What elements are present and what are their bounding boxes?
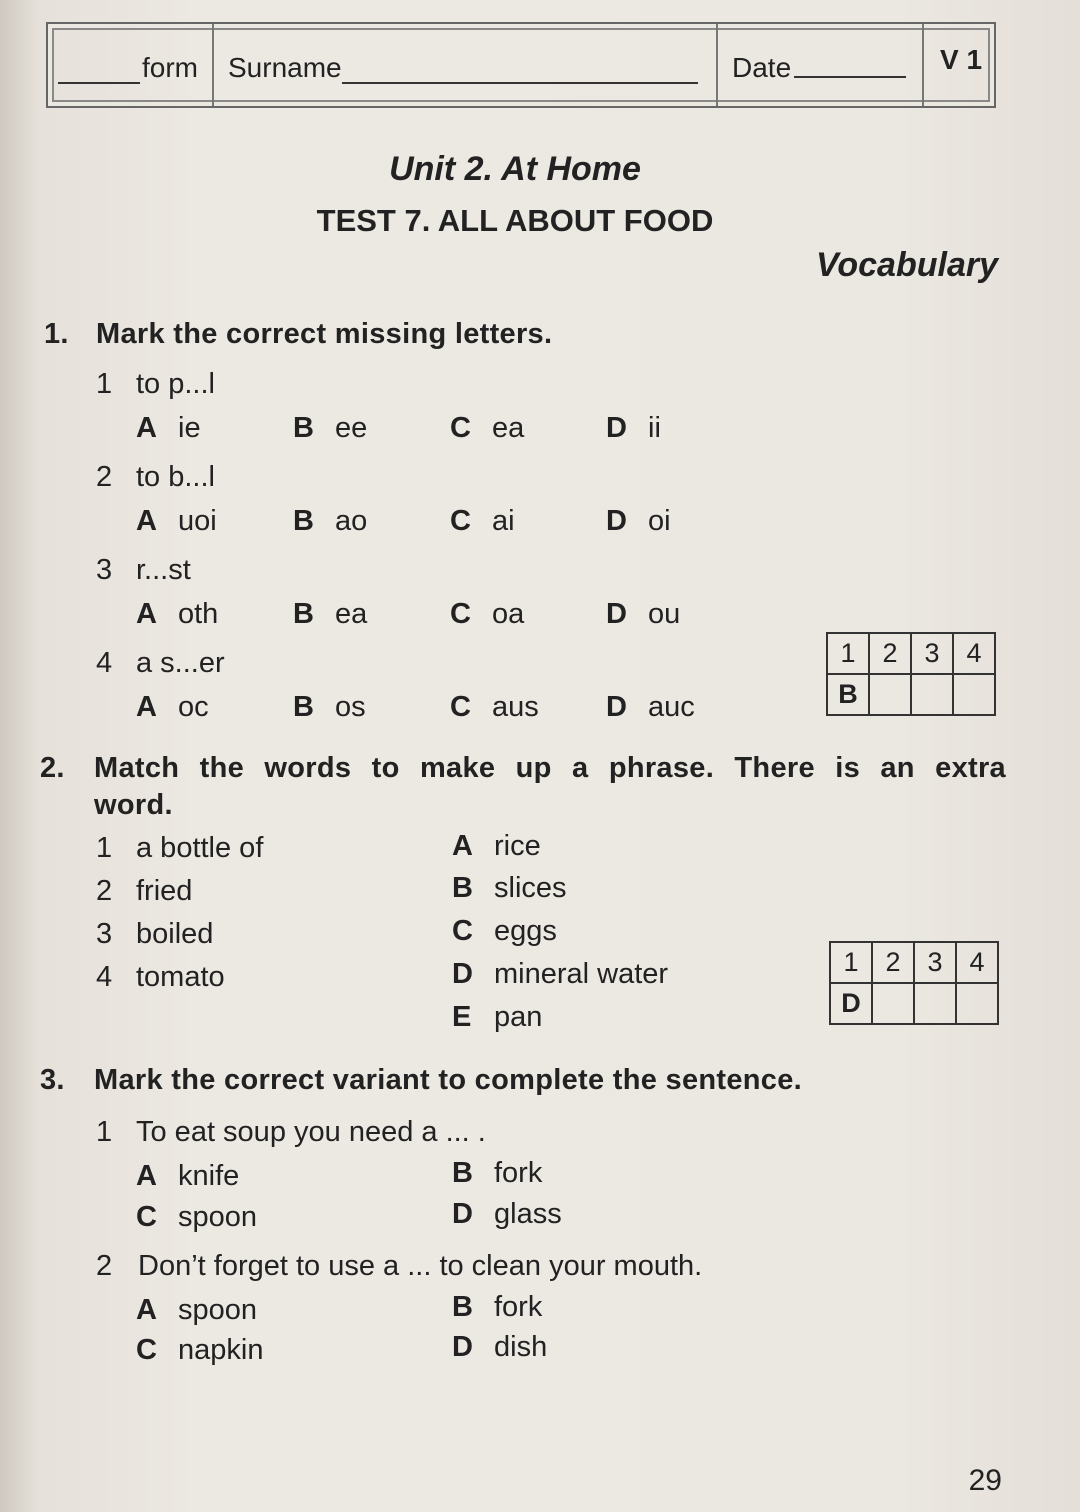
option-text: oi xyxy=(648,505,671,537)
option-text: fork xyxy=(494,1291,543,1323)
form-blank-line[interactable] xyxy=(58,82,140,84)
task1-item2-number: 2 xyxy=(96,461,113,493)
option[interactable] xyxy=(450,412,524,445)
option-letter: C xyxy=(450,598,471,630)
option-letter: B xyxy=(452,872,473,904)
task3-number: 3. xyxy=(40,1064,65,1096)
match-right-option[interactable] xyxy=(452,958,668,991)
option-letter: E xyxy=(452,1001,472,1033)
option-letter: D xyxy=(606,505,627,537)
option-text: fork xyxy=(494,1157,543,1189)
date-blank-line[interactable] xyxy=(794,76,906,78)
test-title: TEST 7. ALL ABOUT FOOD xyxy=(316,203,714,238)
option-letter: C xyxy=(136,1201,157,1233)
option[interactable] xyxy=(452,1291,542,1324)
option-text: rice xyxy=(494,830,541,862)
grid-answer-cell[interactable] xyxy=(869,674,911,715)
option[interactable] xyxy=(452,1198,562,1231)
task1-number: 1. xyxy=(44,318,69,350)
variant-label: V 1 xyxy=(940,44,983,75)
task3-instruction: Mark the correct variant to complete the sentence. xyxy=(94,1064,802,1096)
option-letter: A xyxy=(136,691,157,723)
grid-header-cell: 2 xyxy=(869,633,911,674)
option[interactable] xyxy=(293,412,367,445)
option[interactable] xyxy=(136,691,209,724)
match-left-item xyxy=(96,961,225,994)
section-title: Vocabulary xyxy=(815,246,998,284)
option-text: eggs xyxy=(494,915,557,947)
option[interactable] xyxy=(606,691,695,724)
option-text: spoon xyxy=(178,1201,258,1233)
option[interactable] xyxy=(606,598,680,631)
surname-cell xyxy=(214,24,718,106)
task3-item2-number: 2 xyxy=(96,1250,113,1282)
option-text: ee xyxy=(335,412,368,444)
option-text: ou xyxy=(648,598,681,630)
item-text: a bottle of xyxy=(136,832,264,864)
grid-header-cell: 2 xyxy=(872,942,914,983)
grid-answer-cell[interactable] xyxy=(911,674,953,715)
item-number: 2 xyxy=(96,875,113,907)
option-text: ao xyxy=(335,505,368,537)
task2-instruction-line2: word. xyxy=(94,789,173,821)
option-text: auc xyxy=(648,691,695,723)
option-text: os xyxy=(335,691,366,723)
option-letter: D xyxy=(606,598,627,630)
option[interactable] xyxy=(293,691,366,724)
match-left-item xyxy=(96,875,192,908)
option-text: oa xyxy=(492,598,525,630)
option-letter: B xyxy=(293,505,314,537)
option-letter: C xyxy=(450,412,471,444)
task1-item1-number: 1 xyxy=(96,368,113,400)
surname-blank-line[interactable] xyxy=(342,82,698,84)
option-letter: B xyxy=(293,412,314,444)
task3-item2-stem: Don’t forget to use a ... to clean your mouth. xyxy=(138,1250,703,1282)
option-letter: A xyxy=(136,1294,157,1326)
option-letter: D xyxy=(452,1331,473,1363)
match-right-option[interactable] xyxy=(452,830,541,863)
task2-instruction-line1: Match the words to make up a phrase. There is an extra xyxy=(94,752,1006,784)
option-letter: D xyxy=(606,412,627,444)
option-text: mineral water xyxy=(494,958,669,990)
grid-header-cell: 3 xyxy=(911,633,953,674)
grid-header-cell: 4 xyxy=(956,942,998,983)
option-text: napkin xyxy=(178,1334,264,1366)
option-letter: D xyxy=(452,1198,473,1230)
task2-answer-grid xyxy=(829,941,999,1025)
form-cell xyxy=(48,24,214,106)
match-right-option[interactable] xyxy=(452,872,567,905)
surname-label: Surname xyxy=(228,52,342,83)
option-letter: C xyxy=(136,1334,157,1366)
date-cell xyxy=(718,24,924,106)
grid-answer-cell[interactable] xyxy=(914,983,956,1024)
option-letter: A xyxy=(136,412,157,444)
unit-title: Unit 2. At Home xyxy=(389,150,641,188)
option-text: ea xyxy=(335,598,368,630)
option-letter: B xyxy=(452,1157,473,1189)
option-letter: B xyxy=(293,598,314,630)
option-letter: A xyxy=(136,598,157,630)
option[interactable] xyxy=(293,598,367,631)
grid-header-cell: 4 xyxy=(953,633,995,674)
item-text: fried xyxy=(136,875,193,907)
option-letter: A xyxy=(452,830,473,862)
option-text: oth xyxy=(178,598,219,630)
task1-item4-number: 4 xyxy=(96,647,113,679)
form-label: form xyxy=(142,52,198,83)
option[interactable] xyxy=(136,1294,257,1327)
task1-item3-number: 3 xyxy=(96,554,113,586)
grid-header-cell: 3 xyxy=(914,942,956,983)
match-right-option[interactable] xyxy=(452,1001,542,1034)
match-left-item xyxy=(96,832,263,865)
option[interactable] xyxy=(136,598,218,631)
option[interactable] xyxy=(606,412,661,445)
option[interactable] xyxy=(452,1331,547,1364)
task3-item1-stem: To eat soup you need a ... . xyxy=(136,1116,486,1148)
variant-cell xyxy=(924,24,994,106)
option-text: dish xyxy=(494,1331,548,1363)
task1-item2-stem: to b...l xyxy=(136,461,215,493)
option-text: ii xyxy=(648,412,661,444)
option[interactable] xyxy=(450,505,515,538)
option[interactable] xyxy=(606,505,671,538)
task1-item4-stem: a s...er xyxy=(136,647,225,679)
grid-answer-cell[interactable] xyxy=(953,674,995,715)
option[interactable] xyxy=(452,1157,542,1190)
grid-answer-cell[interactable] xyxy=(872,983,914,1024)
match-right-option[interactable] xyxy=(452,915,557,948)
option-letter: C xyxy=(452,915,473,947)
grid-answer-cell[interactable] xyxy=(956,983,998,1024)
option-letter: A xyxy=(136,1160,157,1192)
grid-answer-cell[interactable]: B xyxy=(827,674,869,715)
option-letter: B xyxy=(452,1291,473,1323)
page-number: 29 xyxy=(968,1464,1002,1497)
option-text: slices xyxy=(494,872,567,904)
option[interactable] xyxy=(136,1334,263,1367)
option[interactable] xyxy=(450,598,524,631)
option-letter: D xyxy=(606,691,627,723)
option-text: ea xyxy=(492,412,525,444)
option-text: glass xyxy=(494,1198,562,1230)
option-letter: D xyxy=(452,958,473,990)
student-info-header xyxy=(46,22,996,108)
task1-instruction: Mark the correct missing letters. xyxy=(96,318,553,350)
grid-answer-cell[interactable]: D xyxy=(830,983,872,1024)
option[interactable] xyxy=(136,1160,239,1193)
option-letter: A xyxy=(136,505,157,537)
option-text: ie xyxy=(178,412,201,444)
item-text: tomato xyxy=(136,961,225,993)
option-letter: B xyxy=(293,691,314,723)
task1-item3-stem: r...st xyxy=(136,554,191,586)
option-letter: C xyxy=(450,691,471,723)
option-text: uoi xyxy=(178,505,217,537)
option-text: aus xyxy=(492,691,539,723)
item-text: boiled xyxy=(136,918,214,950)
option[interactable] xyxy=(136,412,201,445)
option[interactable] xyxy=(136,1201,257,1234)
option-text: oc xyxy=(178,691,209,723)
grid-header-cell: 1 xyxy=(830,942,872,983)
option-text: pan xyxy=(494,1001,543,1033)
option-text: knife xyxy=(178,1160,240,1192)
option-text: spoon xyxy=(178,1294,258,1326)
grid-header-cell: 1 xyxy=(827,633,869,674)
item-number: 4 xyxy=(96,961,113,993)
option-text: ai xyxy=(492,505,515,537)
option[interactable] xyxy=(293,505,367,538)
task2-number: 2. xyxy=(40,752,65,784)
option-letter: C xyxy=(450,505,471,537)
date-label: Date xyxy=(732,52,792,83)
match-left-item xyxy=(96,918,213,951)
item-number: 3 xyxy=(96,918,113,950)
task1-item1-stem: to p...l xyxy=(136,368,215,400)
option[interactable] xyxy=(136,505,217,538)
option[interactable] xyxy=(450,691,539,724)
item-number: 1 xyxy=(96,832,113,864)
task1-answer-grid xyxy=(826,632,996,716)
task3-item1-number: 1 xyxy=(96,1116,113,1148)
